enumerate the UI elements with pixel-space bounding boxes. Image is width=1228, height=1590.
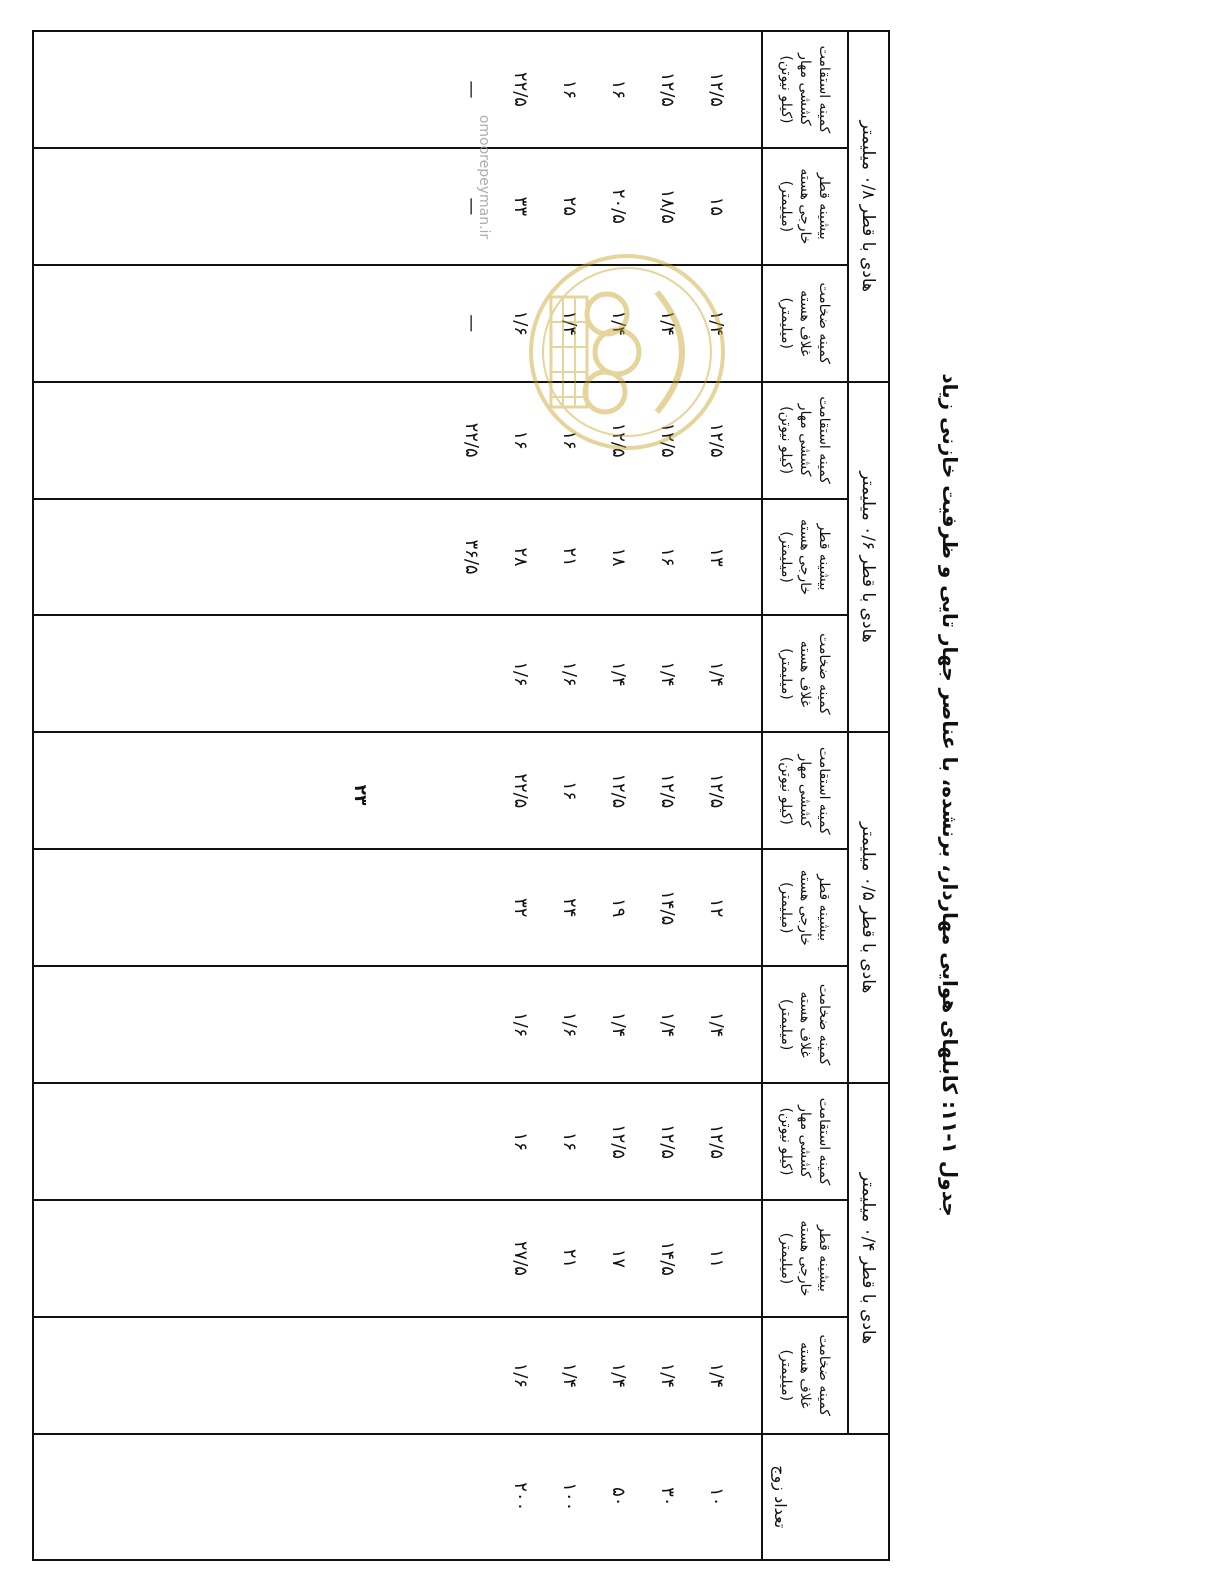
column-header-line: کمینه استقامت: [816, 45, 833, 134]
table-cell-value: ۱۶: [608, 79, 629, 100]
table-cell-value: ۳۲: [510, 898, 531, 918]
column-header-line: کششی مهار: [797, 53, 814, 126]
pair-count-value: ۱۰: [706, 1487, 727, 1507]
column-header-line: کمینه ضخامت: [816, 282, 833, 365]
table-cell-value: ۱/۴: [608, 661, 629, 687]
table-cell-value: ۱۲/۵: [657, 71, 678, 107]
table-cell-value: ۱۹: [608, 898, 629, 918]
column-header-tension: [762, 382, 848, 499]
table-cell-value: ۱/۴: [657, 1362, 678, 1388]
column-header-line: (کیلو نیوتن): [778, 756, 795, 825]
specification-table: [32, 30, 890, 1561]
column-header-line: غلاف هسته: [797, 640, 814, 708]
column-header-line: (میلیمتر): [778, 1232, 795, 1285]
table-cell-value: ۱/۴: [657, 310, 678, 336]
table-cell-value: ۳۶/۵: [461, 539, 482, 575]
table-cell-value: ۱۲/۵: [657, 1123, 678, 1160]
column-header-line: (کیلو نیوتن): [778, 1107, 795, 1176]
table-cell-value: ۱/۴: [559, 310, 580, 336]
table-cell-value: ۲۰/۵: [608, 188, 629, 224]
table-cell-value: ۱۸: [608, 547, 629, 567]
pair-count-value: ۵۰: [608, 1487, 629, 1507]
column-header-line: (میلیمتر): [778, 531, 795, 583]
column-header-row: [762, 31, 848, 1560]
column-header-line: (میلیمتر): [778, 648, 795, 700]
data-column: [33, 1317, 762, 1434]
table-cell-value: ۱/۶: [510, 310, 531, 336]
column-header-line: کمینه ضخامت: [816, 633, 833, 715]
table-cell-value: ۱/۶: [559, 1011, 580, 1038]
pair-count-header: تعداد زوج: [762, 1434, 889, 1560]
column-header-line: (میلیمتر): [778, 180, 795, 233]
column-header-core: [762, 148, 848, 265]
table-cell-value: ۲۷/۵: [510, 1240, 531, 1276]
table-cell-value: ۱۴/۵: [657, 890, 678, 926]
column-header-line: (میلیمتر): [778, 297, 795, 350]
column-header-line: کششی مهار: [797, 754, 814, 828]
column-header-line: غلاف هسته: [797, 290, 814, 357]
column-header-line: کمینه استقامت: [816, 1097, 833, 1186]
table-cell-value: ۲۵: [559, 196, 580, 217]
table-cell-value: ۱/۴: [608, 1011, 629, 1038]
column-header-line: خارجی هسته: [797, 519, 814, 596]
table-cell-value: ۱۱: [706, 1248, 727, 1269]
table-cell-value: ۱۴/۵: [657, 1240, 678, 1276]
column-header-line: (میلیمتر): [778, 881, 795, 934]
table-cell-value: ۱/۶: [510, 1011, 531, 1038]
column-header-line: خارجی هسته: [797, 1220, 814, 1297]
table-cell-value: ۱/۴: [706, 1362, 727, 1388]
column-header-sheath: [762, 1317, 848, 1434]
column-header-line: خارجی هسته: [797, 869, 814, 946]
table-cell-value: ۱/۴: [608, 1362, 629, 1388]
table-cell-value: —: [461, 197, 482, 216]
table-cell-value: ۲۲/۵: [510, 773, 531, 809]
column-header-line: کششی مهار: [797, 403, 814, 477]
column-header-sheath: [762, 265, 848, 382]
table-cell-value: ۱/۴: [559, 1362, 580, 1388]
table-cell-value: ۱۲/۵: [706, 773, 727, 809]
table-cell-value: ۱۷: [608, 1248, 629, 1269]
table-cell-value: ۱/۴: [706, 1011, 727, 1038]
table-cell-value: ۲۲/۵: [461, 422, 482, 458]
column-header-line: بیشینه قطر: [816, 874, 833, 942]
table-cell-value: ۱۶: [559, 1131, 580, 1152]
pair-count-value: ۱۰۰: [559, 1482, 580, 1512]
column-header-line: غلاف هسته: [797, 1342, 814, 1409]
table-cell-value: ۱۲/۵: [608, 1123, 629, 1160]
group-header-0-8: هادی با قطر ۰/۸ میلیمتر: [848, 31, 889, 382]
column-header-core: [762, 499, 848, 616]
table-cell-value: ۲۴: [559, 898, 580, 918]
column-header-line: بیشینه قطر: [816, 1224, 833, 1292]
page-number: ۲۳: [350, 784, 370, 806]
column-header-line: بیشینه قطر: [816, 523, 833, 591]
pair-count-column: [33, 1434, 762, 1560]
table-cell-value: ۱۳: [706, 547, 727, 567]
data-column: [33, 265, 762, 382]
group-header-0-5: هادی با قطر ۰/۵ میلیمتر: [848, 732, 889, 1083]
table-cell-value: ۱۲/۵: [706, 71, 727, 107]
data-column: [33, 615, 762, 732]
data-column: [33, 732, 762, 849]
table-cell-value: ۱۲/۵: [608, 422, 629, 458]
table-cell-value: ۱۶: [510, 430, 531, 450]
column-header-core: [762, 1200, 848, 1317]
table-cell-value: ۱/۴: [657, 661, 678, 687]
table-cell-value: ۲۱: [559, 1248, 580, 1269]
column-header-line: کمینه ضخامت: [816, 983, 833, 1066]
table-cell-value: ۱۲/۵: [706, 422, 727, 458]
column-header-line: کمینه ضخامت: [816, 1334, 833, 1417]
table-cell-value: ۱/۶: [510, 1362, 531, 1388]
table-cell-value: ۱/۴: [657, 1011, 678, 1038]
table-cell-value: ۱۲/۵: [706, 1123, 727, 1160]
column-header-core: [762, 849, 848, 966]
table-cell-value: ۱۲: [706, 898, 727, 918]
column-header-line: (میلیمتر): [778, 998, 795, 1051]
table-cell-value: ۱۶: [510, 1131, 531, 1152]
table-cell-value: ۱۶: [559, 781, 580, 801]
table-cell-value: ۱۶: [559, 430, 580, 450]
group-header-0-4: هادی با قطر ۰/۴ میلیمتر: [848, 1083, 889, 1434]
column-header-tension: [762, 31, 848, 148]
data-column: [33, 148, 762, 265]
column-header-line: کمینه استقامت: [816, 396, 833, 484]
data-column: [33, 849, 762, 966]
data-column: [33, 382, 762, 499]
watermark-url: omoorepeyman.ir: [476, 114, 492, 240]
column-header-line: غلاف هسته: [797, 991, 814, 1058]
column-header-line: بیشینه قطر: [816, 172, 833, 240]
table-cell-value: ۱۲/۵: [657, 422, 678, 458]
data-column: [33, 499, 762, 616]
column-header-line: (کیلو نیوتن): [778, 406, 795, 475]
data-column: [33, 1200, 762, 1317]
column-header-line: کمینه استقامت: [816, 747, 833, 835]
table-cell-value: ۱/۶: [559, 661, 580, 687]
table-cell-value: ۲۲/۵: [510, 71, 531, 107]
table-cell-value: —: [461, 80, 482, 99]
column-header-sheath: [762, 615, 848, 732]
table-caption: جدول ۱-۱۱: کابلهای هوایی مهاردار، برنشده، با عناصر جهار تایی و ظرفیت خازنی زیاد: [938, 373, 962, 1217]
table-cell-value: ۱/۴: [608, 310, 629, 336]
table-cell-value: —: [461, 314, 482, 333]
data-column: [33, 1083, 762, 1200]
group-header-0-6: هادی با قطر ۰/۶ میلیمتر: [848, 382, 889, 733]
column-header-line: (کیلو نیوتن): [778, 55, 795, 124]
table-cell-value: ۱/۴: [706, 310, 727, 336]
data-column: [33, 966, 762, 1083]
data-column: [33, 31, 762, 148]
table-cell-value: ۱۵: [706, 196, 727, 217]
table-data-row: [33, 31, 762, 1560]
group-header-row: [848, 31, 889, 1560]
table-cell-value: ۱/۶: [510, 661, 531, 687]
column-header-line: (میلیمتر): [778, 1349, 795, 1402]
table-cell-value: ۱۲/۵: [657, 773, 678, 809]
table-cell-value: ۱۶: [559, 79, 580, 100]
column-header-line: کششی مهار: [797, 1105, 814, 1178]
table-cell-value: ۳۳: [510, 196, 531, 217]
table-cell-value: ۲۱: [559, 547, 580, 567]
column-header-sheath: [762, 966, 848, 1083]
pair-count-value: ۳۰: [657, 1487, 678, 1507]
column-header-tension: [762, 732, 848, 849]
table-cell-value: ۱۶: [657, 547, 678, 567]
column-header-tension: [762, 1083, 848, 1200]
pair-count-value: ۲۰۰: [510, 1482, 531, 1512]
table-cell-value: ۲۸: [510, 547, 531, 567]
column-header-line: خارجی هسته: [797, 168, 814, 245]
table-cell-value: ۱۲/۵: [608, 773, 629, 809]
table-cell-value: ۱۸/۵: [657, 188, 678, 224]
table-cell-value: ۱/۴: [706, 661, 727, 687]
